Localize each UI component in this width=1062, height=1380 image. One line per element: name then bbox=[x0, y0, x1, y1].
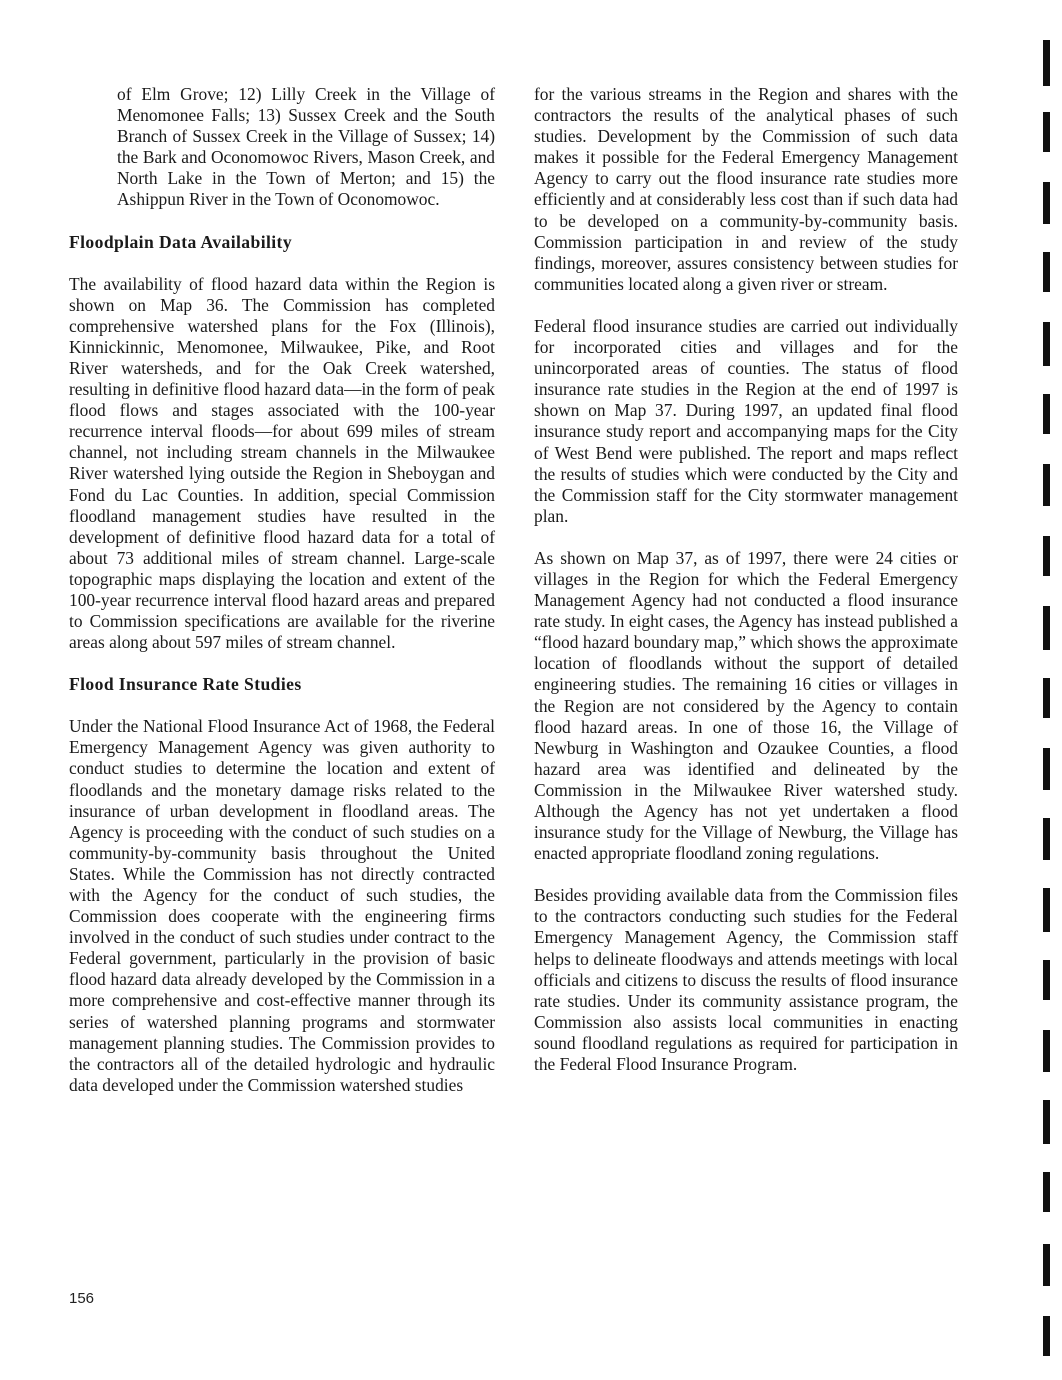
edge-mark bbox=[1043, 1316, 1050, 1356]
assistance-paragraph: Besides providing available data from the Commission files to the contractors conducting such studies for the Federal Emergency Management Agency, the Commission staff helps to delineate floodways and attends meetings with local officials and citizens to discuss the results of flood insurance rate studies. Under its community assistance program, the Commission also assists local communities in enacting sound floodland regulations as required for participation in the Federal Flood Insurance Program. bbox=[534, 885, 958, 1075]
edge-mark bbox=[1043, 960, 1050, 1000]
scan-edge-marks bbox=[1032, 0, 1062, 1380]
edge-mark bbox=[1043, 464, 1050, 506]
edge-mark bbox=[1043, 1244, 1050, 1286]
intro-continuation-paragraph: of Elm Grove; 12) Lilly Creek in the Village of Menomonee Falls; 13) Sussex Creek and the South Branch of Sussex Creek in the Village of Sussex; 14) the Bark and Oconomowoc Rivers, Mason Creek, and North Lake in the Town of Merton; and 15) the Ashippun River in the Town of Oconomowoc. bbox=[117, 84, 495, 210]
heading-flood-insurance-rate-studies: Flood Insurance Rate Studies bbox=[69, 674, 302, 695]
edge-mark bbox=[1043, 818, 1050, 860]
edge-mark bbox=[1043, 1172, 1050, 1212]
left-column bbox=[69, 84, 495, 1117]
insurance-paragraph: Under the National Flood Insurance Act of 1968, the Federal Emergency Management Agency was given authority to conduct studies to determine the location and extent of floodlands and the monetary damage risks related to the insurance of urban development in floodland areas. The Agency is proceeding with the conduct of such studies on a community-by-community basis throughout the United States. While the Commission has not directly contracted with the Agency for the conduct of such studies, the Commission does cooperate with the engineering firms involved in the conduct of such studies under contract to the Federal government, particularly in the provision of basic flood hazard data already developed by the Commission in a more comprehensive and cost-effective manner through its series of watershed planning programs and stormwater management planning studies. The Commission provides to the contractors all of the detailed hydrologic and hydraulic data developed under the Commission watershed studies bbox=[69, 716, 495, 1095]
page-number: 156 bbox=[69, 1290, 95, 1307]
edge-mark bbox=[1043, 606, 1050, 650]
edge-mark bbox=[1043, 748, 1050, 790]
edge-mark bbox=[1043, 536, 1050, 576]
edge-mark bbox=[1043, 1030, 1050, 1072]
continuation-paragraph: for the various streams in the Region and shares with the contractors the results of the analytical phases of such studies. Development by the Commission of such data makes it possible for the Federal Emergency Management Agency to carry out the flood insurance rate studies more efficiently and at considerably less cost than if such data had to be developed on a community-by-community basis. Commission participation in and review of the study findings, moreover, assures consistency between studies for communities located along a given river or stream. bbox=[534, 84, 958, 294]
floodplain-paragraph: The availability of flood hazard data within the Region is shown on Map 36. The Commission has completed comprehensive watershed plans for the Fox (Illinois), Kinnickinnic, Menomonee, Milwaukee, Pike, and Root River watersheds, and for the Oak Creek watershed, resulting in definitive flood hazard data—in the form of peak flood flows and stages associated with the 100-year recurrence interval floods—for about 699 miles of stream channel, not including stream channels in the Milwaukee River watershed lying outside the Region in Sheboygan and Fond du Lac Counties. In addition, special Commission floodland management studies have resulted in the development of definitive flood hazard data for a total of about 73 additional miles of stream channel. Large-scale topographic maps displaying the location and extent of the 100-year recurrence interval flood hazard areas and prepared to Commission specifications are available for the riverine areas along about 597 miles of stream channel. bbox=[69, 273, 495, 653]
status-paragraph: Federal flood insurance studies are carried out individually for incorporated cities and villages and for the unincorporated areas of counties. The status of flood insurance rate studies in the Region at the end of 1997 is shown on Map 37. During 1997, an updated final flood insurance study report and accompanying maps for the City of West Bend were published. The report and maps reflect the results of studies which were conducted by the City and the Commission staff for the City stormwater management plan. bbox=[534, 315, 958, 526]
edge-mark bbox=[1043, 678, 1050, 718]
map37-paragraph: As shown on Map 37, as of 1997, there were 24 cities or villages in the Region for which the Federal Emergency Management Agency had not conducted a flood insurance rate study. In eight cases, the Agency has instead published a “flood hazard boundary map,” which shows the approximate location of floodlands without the support of detailed engineering studies. The remaining 16 cities or villages in the Region are not considered by the Agency to contain flood hazard areas. In one of those 16, the Village of Newburg in Washington and Ozaukee Counties, a flood hazard area was identified and delineated by the Commission in the Milwaukee River watershed study. Although the Agency has not yet undertaken a flood insurance study for the Village of Newburg, the Village has enacted appropriate floodland zoning regulations. bbox=[534, 547, 958, 864]
edge-mark bbox=[1043, 1100, 1050, 1144]
edge-mark bbox=[1043, 888, 1050, 932]
edge-mark bbox=[1043, 252, 1050, 292]
edge-mark bbox=[1043, 182, 1050, 224]
heading-floodplain-data-availability: Floodplain Data Availability bbox=[69, 231, 293, 252]
edge-mark bbox=[1043, 112, 1050, 152]
edge-mark bbox=[1043, 394, 1050, 434]
edge-mark bbox=[1043, 322, 1050, 366]
right-column bbox=[534, 84, 958, 1096]
edge-mark bbox=[1043, 40, 1050, 86]
